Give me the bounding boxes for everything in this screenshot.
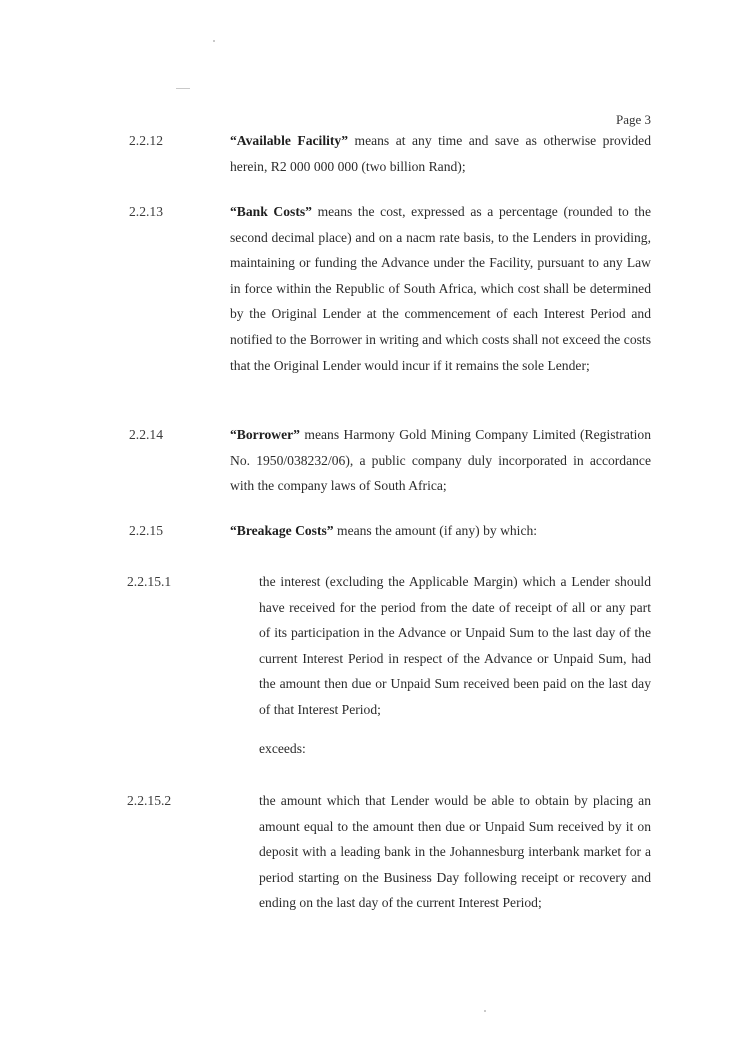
clause-number: 2.2.15 — [129, 523, 163, 538]
clause-number: 2.2.13 — [129, 204, 163, 219]
clause-body: means at any time and save as otherwise provided herein, R2 000 000 000 (two billion Rand); — [230, 133, 652, 174]
clause-number: 2.2.12 — [129, 133, 163, 148]
clause-number: 2.2.14 — [129, 427, 163, 442]
scan-speck — [213, 40, 215, 42]
clause-number: 2.2.15.1 — [127, 574, 172, 589]
defined-term: “Available Facility” — [230, 133, 348, 148]
scan-speck — [484, 1010, 486, 1012]
clause-body: means the cost, expressed as a percentage (rounded to the second decimal place) and on a nacm rate basis, to the Lenders in providing, maintaining or funding the Advance under the Facility, pursuant to any Law in force within the Republic of South Africa, which cost shall be determined by the Original Lender at the commencement of each Interest Period and notified to the Borrower in writing and which costs shall not exceed the costs that the Original Lender would incur if it remains the sole Lender; — [230, 204, 651, 373]
clause-text: the amount which that Lender would be able to obtain by placing an amount equal to the amount then due or Unpaid Sum received by it on deposit with a leading bank in the Johannesburg interbank market for a period starting on the Business Day following receipt or recovery and ending on the last day of the current Interest Period; — [259, 793, 651, 911]
defined-term: “Bank Costs” — [230, 204, 312, 219]
clause-text — [230, 199, 651, 378]
clause-text: the interest (excluding the Applicable Margin) which a Lender should have received for the period from the date of receipt of all or any part of its participation in the Advance or Unpaid Sum to the last day of the current Interest Period in respect of the Advance or Unpaid Sum, had the amount then due or Unpaid Sum received been paid on the last day of that Interest Period; — [259, 574, 651, 717]
clause-number: 2.2.15.2 — [127, 793, 172, 808]
clause-text — [230, 422, 651, 499]
clause-body: means the amount (if any) by which: — [333, 523, 538, 538]
page-number: Page 3 — [615, 112, 651, 127]
defined-term: “Borrower” — [230, 427, 300, 442]
clause-body: means Harmony Gold Mining Company Limited (Registration No. 1950/038232/06), a public company duly incorporated in accordance with the company laws of South Africa; — [230, 427, 651, 494]
clause-text — [230, 128, 651, 179]
scan-speck — [176, 88, 190, 89]
clause-text — [230, 518, 651, 544]
defined-term: “Breakage Costs” — [230, 523, 334, 538]
clause-text: exceeds: — [259, 741, 306, 756]
